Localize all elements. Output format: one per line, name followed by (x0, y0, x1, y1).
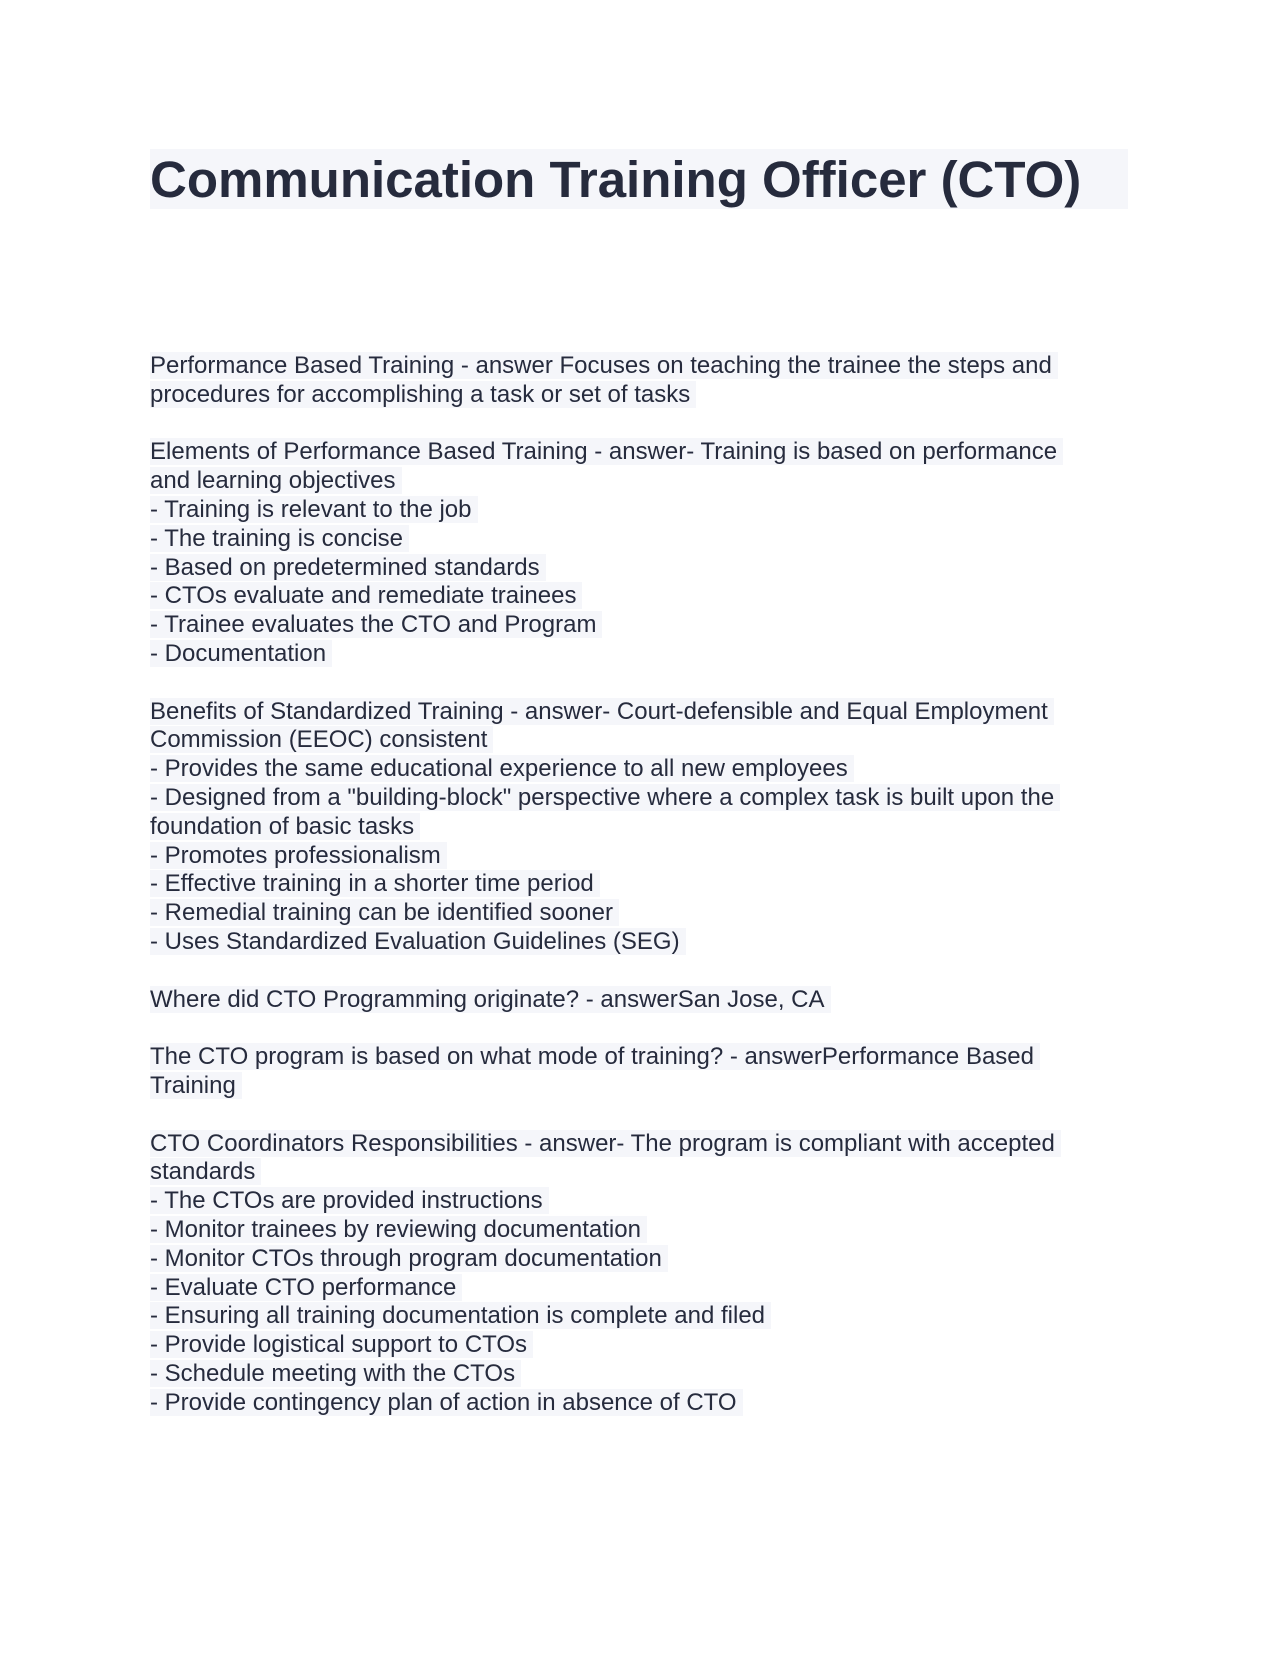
text-line-content: - The CTOs are provided instructions (150, 1187, 549, 1214)
text-line (150, 870, 1150, 899)
text-line-content: procedures for accomplishing a task or set of tasks (150, 381, 696, 408)
text-line-content: - Documentation (150, 640, 332, 667)
qa-block (150, 1130, 1150, 1418)
text-line (150, 1158, 1150, 1187)
text-line-content: Commission (EEOC) consistent (150, 726, 493, 753)
text-line (150, 698, 1150, 727)
text-line (150, 1245, 1150, 1274)
document-body (150, 352, 1150, 1446)
text-line (150, 582, 1150, 611)
text-line (150, 1187, 1150, 1216)
text-line (150, 813, 1150, 842)
text-line (150, 554, 1150, 583)
text-line (150, 438, 1150, 467)
text-line (150, 1360, 1150, 1389)
qa-block (150, 352, 1150, 410)
text-line-content: - Uses Standardized Evaluation Guidelines (SEG) (150, 928, 686, 955)
text-line-content: Elements of Performance Based Training - answer- Training is based on performance (150, 438, 1063, 465)
text-line (150, 496, 1150, 525)
text-line (150, 467, 1150, 496)
text-line (150, 899, 1150, 928)
text-line-content: CTO Coordinators Responsibilities - answer- The program is compliant with accepted (150, 1130, 1061, 1157)
qa-block (150, 438, 1150, 668)
text-line-content: and learning objectives (150, 467, 402, 494)
text-line-content: - Based on predetermined standards (150, 554, 546, 581)
text-line-content: - CTOs evaluate and remediate trainees (150, 582, 582, 609)
text-line-content: - Schedule meeting with the CTOs (150, 1360, 521, 1387)
text-line (150, 726, 1150, 755)
text-line (150, 1302, 1150, 1331)
text-line-content: - Provide logistical support to CTOs (150, 1331, 533, 1358)
text-line-content: - Evaluate CTO performance (150, 1274, 462, 1301)
qa-block (150, 698, 1150, 957)
text-line-content: - Monitor trainees by reviewing documentation (150, 1216, 647, 1243)
text-line-content: - Trainee evaluates the CTO and Program (150, 611, 602, 638)
text-line-content: - Monitor CTOs through program documentation (150, 1245, 668, 1272)
text-line (150, 1216, 1150, 1245)
text-line (150, 1072, 1150, 1101)
text-line-content: Training (150, 1072, 242, 1099)
text-line (150, 1043, 1150, 1072)
text-line-content: The CTO program is based on what mode of training? - answerPerformance Based (150, 1043, 1040, 1070)
qa-block (150, 1043, 1150, 1101)
text-line-content: - Provides the same educational experience to all new employees (150, 755, 854, 782)
text-line-content: Performance Based Training - answer Focuses on teaching the trainee the steps and (150, 352, 1058, 379)
text-line-content: Benefits of Standardized Training - answer- Court-defensible and Equal Employment (150, 698, 1054, 725)
text-line-content: foundation of basic tasks (150, 813, 420, 840)
text-line-content: standards (150, 1158, 261, 1185)
qa-block (150, 986, 1150, 1015)
text-line (150, 1331, 1150, 1360)
text-line (150, 640, 1150, 669)
text-line-content: - Training is relevant to the job (150, 496, 478, 523)
text-line (150, 1389, 1150, 1418)
text-line (150, 755, 1150, 784)
text-line (150, 381, 1150, 410)
text-line (150, 1130, 1150, 1159)
text-line (150, 842, 1150, 871)
text-line (150, 1274, 1150, 1303)
text-line-content: - The training is concise (150, 525, 409, 552)
text-line (150, 352, 1150, 381)
text-line-content: Where did CTO Programming originate? - answerSan Jose, CA (150, 986, 831, 1013)
text-line-content: - Ensuring all training documentation is complete and filed (150, 1302, 771, 1329)
text-line-content: - Designed from a "building-block" perspective where a complex task is built upon the (150, 784, 1060, 811)
text-line (150, 525, 1150, 554)
text-line (150, 986, 1150, 1015)
text-line-content: - Promotes professionalism (150, 842, 447, 869)
page-title: Communication Training Officer (CTO) (150, 149, 1128, 209)
text-line (150, 928, 1150, 957)
text-line-content: - Effective training in a shorter time period (150, 870, 600, 897)
text-line (150, 784, 1150, 813)
text-line-content: - Provide contingency plan of action in absence of CTO (150, 1389, 743, 1416)
text-line-content: - Remedial training can be identified sooner (150, 899, 619, 926)
text-line (150, 611, 1150, 640)
